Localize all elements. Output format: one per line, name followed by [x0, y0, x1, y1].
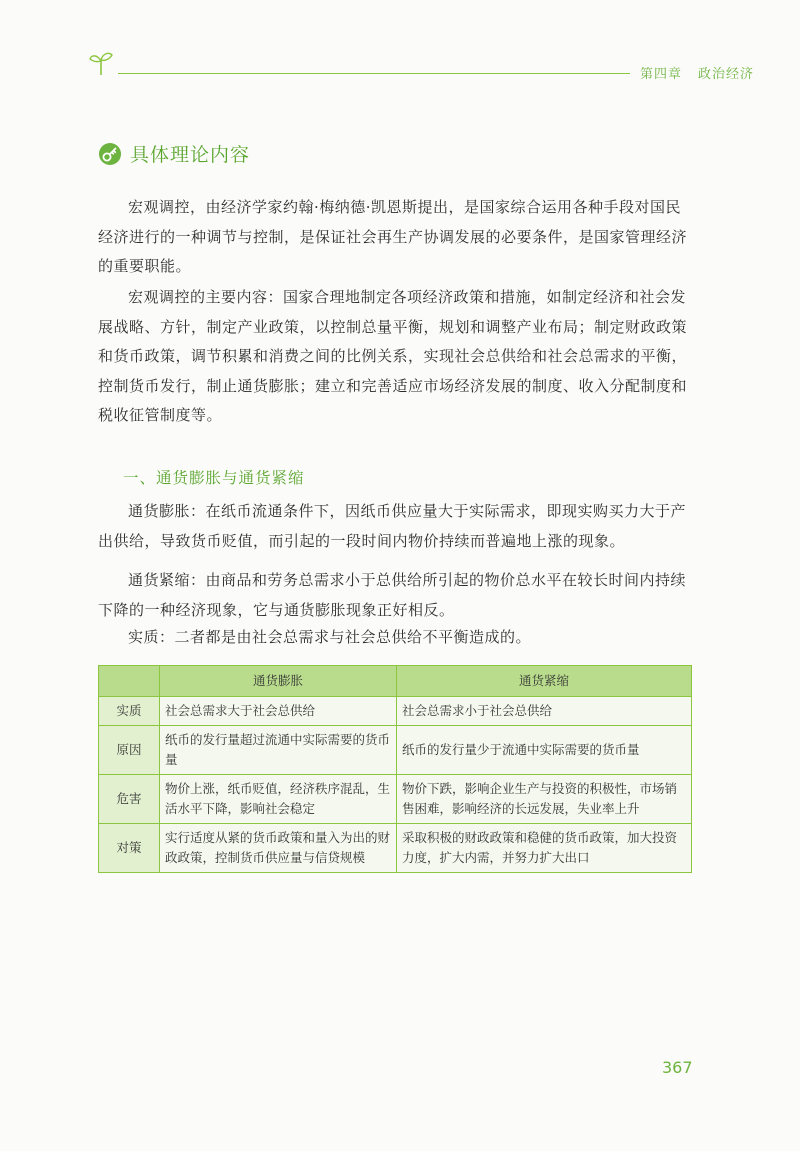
row-label: 实质 [99, 697, 160, 726]
chapter-label [640, 63, 754, 82]
header-rule [118, 73, 630, 74]
cell-deflation: 纸币的发行量少于流通中实际需要的货币量 [397, 726, 692, 775]
page-header [88, 50, 755, 90]
paragraph-macro-control: 宏观调控，由经济学家约翰·梅纳德·凯恩斯提出，是国家综合运用各种手段对国民经济进行的一种调节与控制，是保证社会再生产协调发展的必要条件，是国家管理经济的重要职能。 [98, 198, 688, 275]
sprout-icon [88, 50, 114, 76]
section-title [98, 140, 250, 167]
key-icon [98, 142, 122, 166]
comparison-table [98, 665, 692, 873]
cell-inflation: 实行适度从紧的货币政策和量入为出的财政政策，控制货币供应量与信贷规模 [160, 824, 397, 873]
cell-inflation: 社会总需求大于社会总供给 [160, 697, 397, 726]
table-header-inflation: 通货膨胀 [160, 666, 397, 697]
paragraph-essence: 实质：二者都是由社会总需求与社会总供给不平衡造成的。 [128, 628, 532, 646]
table-row [99, 775, 692, 824]
paragraph-inflation: 通货膨胀：在纸币流通条件下，因纸币供应量大于实际需求，即现实购买力大于产出供给，导致货币贬值，而引起的一段时间内物价持续而普遍地上涨的现象。 [98, 502, 687, 550]
cell-deflation: 社会总需求小于社会总供给 [397, 697, 692, 726]
subsection-title: 一、通货膨胀与通货紧缩 [123, 469, 305, 487]
chapter-number: 第四章 [640, 67, 683, 82]
row-label: 对策 [99, 824, 160, 873]
row-label: 原因 [99, 726, 160, 775]
table-row [99, 726, 692, 775]
cell-deflation: 采取积极的财政政策和稳健的货币政策，加大投资力度，扩大内需，并努力扩大出口 [397, 824, 692, 873]
paragraph-macro-content: 宏观调控的主要内容：国家合理地制定各项经济政策和措施，如制定经济和社会发展战略、方针，制定产业政策，以控制总量平衡，规划和调整产业布局；制定财政政策和货币政策，调节积累和消费之间的比例关系，实现社会总供给和社会总需求的平衡，控制货币发行，制止通货膨胀；建立和完善适应市场经济发展的制度、收入分配制度和税收征管制度等。 [98, 288, 688, 424]
cell-inflation: 物价上涨，纸币贬值，经济秩序混乱，生活水平下降，影响社会稳定 [160, 775, 397, 824]
table-header-deflation: 通货紧缩 [397, 666, 692, 697]
cell-inflation: 纸币的发行量超过流通中实际需要的货币量 [160, 726, 397, 775]
table-header-row [99, 666, 692, 697]
section-title-text: 具体理论内容 [130, 144, 251, 166]
chapter-subject: 政治经济 [698, 67, 755, 82]
cell-deflation: 物价下跌，影响企业生产与投资的积极性，市场销售困难，影响经济的长远发展，失业率上升 [397, 775, 692, 824]
page-number: 367 [662, 1058, 693, 1077]
table-row [99, 697, 692, 726]
row-label: 危害 [99, 775, 160, 824]
table-row [99, 824, 692, 873]
table-header-corner [99, 666, 160, 697]
paragraph-deflation: 通货紧缩：由商品和劳务总需求小于总供给所引起的物价总水平在较长时间内持续下降的一种经济现象，它与通货膨胀现象正好相反。 [98, 571, 687, 619]
